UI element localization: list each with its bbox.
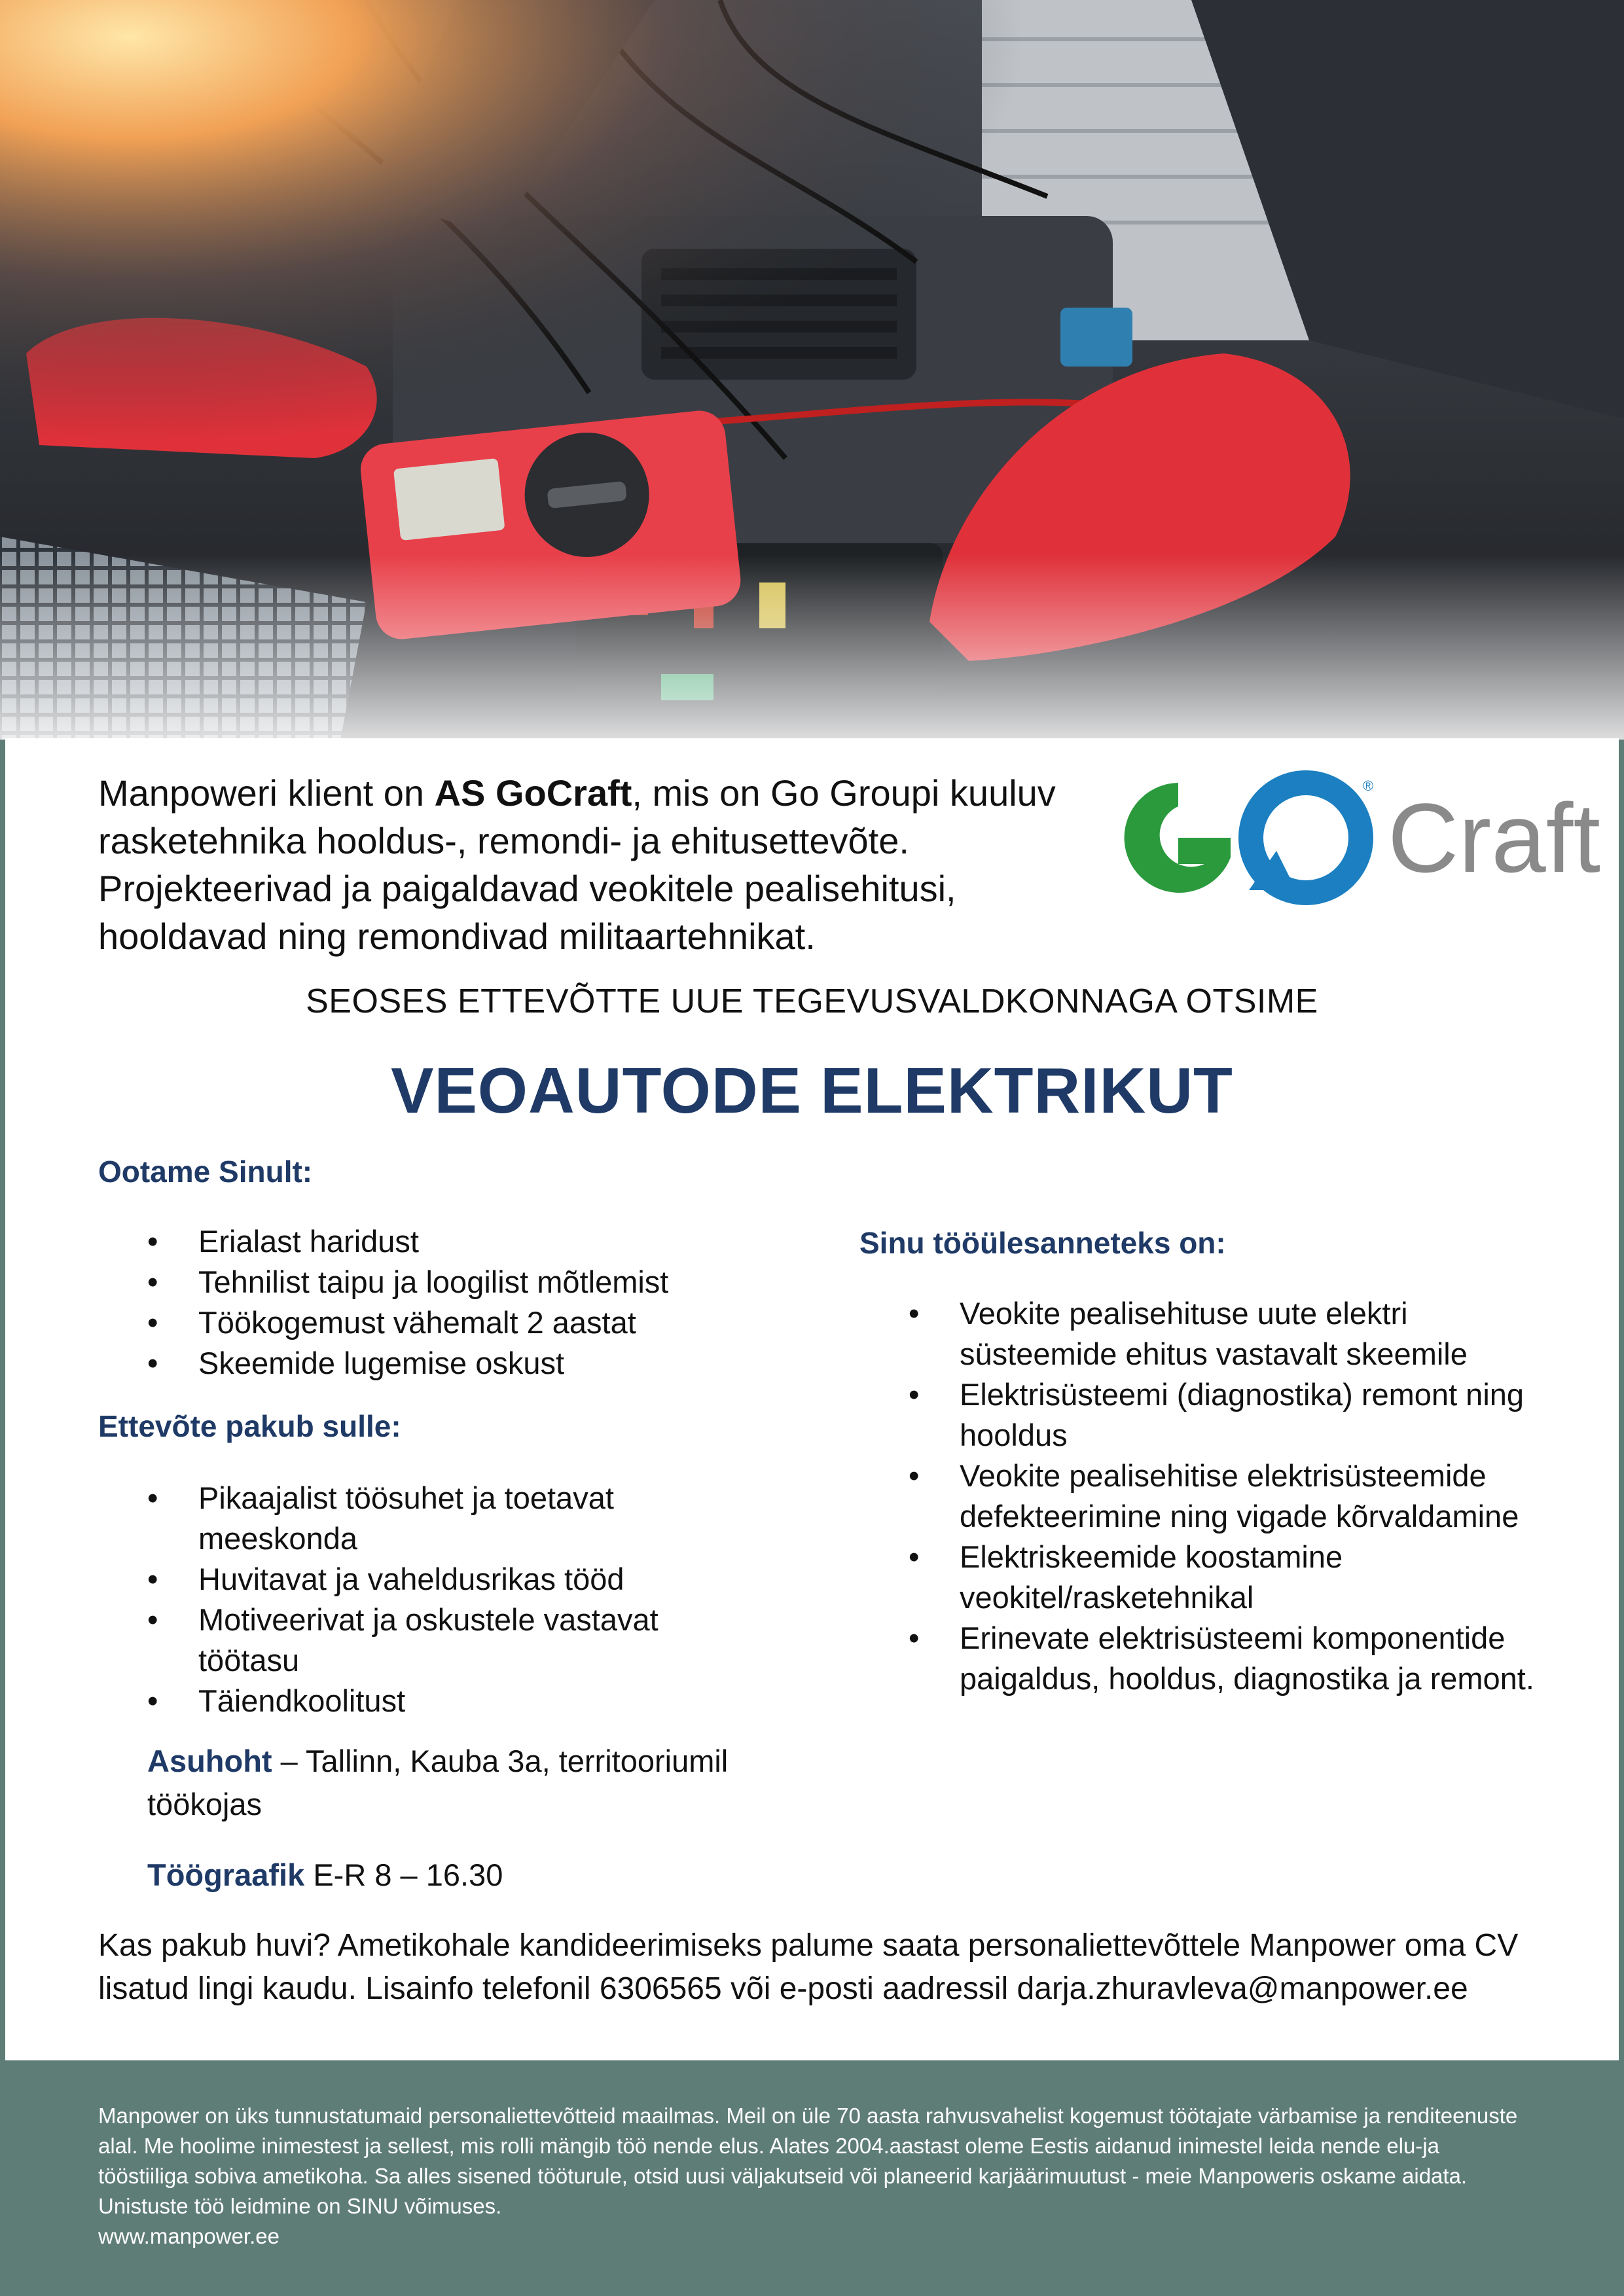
- mechanic-multimeter-illustration: [0, 0, 1624, 740]
- list-item: • Motiveerivat ja oskustele vastavat töötasu: [147, 1600, 749, 1681]
- intro-rest: , mis on Go Groupi kuuluv rasketehnika hooldus-, remondi- ja ehitusettevõte. Projekteerivad ja paigaldavad veokitele pealisehitusi, hooldavad ning remondivad militaartehnikat.: [98, 772, 1056, 957]
- logo-registered: ®: [1363, 778, 1374, 794]
- list-item: • Veokite pealisehituse uute elektri süsteemide ehitus vastavalt skeemile: [909, 1293, 1537, 1374]
- gocraft-logo-mark: [1080, 759, 1610, 916]
- intro-paragraph: [98, 769, 1093, 960]
- list-item: • Skeemide lugemise oskust: [147, 1343, 815, 1384]
- schedule-info: [147, 1854, 802, 1897]
- list-item: • Erinevate elektrisüsteemi komponentide paigaldus, hooldus, diagnostika ja remont.: [909, 1618, 1537, 1699]
- list-item: • Töökogemust vähemalt 2 aastat: [147, 1302, 815, 1343]
- schedule-value: E-R 8 – 16.30: [304, 1857, 503, 1892]
- logo-wordmark: Craft: [1388, 783, 1601, 893]
- gocraft-logo: [1080, 759, 1610, 916]
- headline-intro: SEOSES ETTEVÕTTE UUE TEGEVUSVALDKONNAGA OTSIME: [306, 982, 1318, 1020]
- list-item: • Veokite pealisehitise elektrisüsteemide defekteerimine ning vigade kõrvaldamine: [909, 1456, 1537, 1537]
- list-item: • Elektriskeemide koostamine veokitel/rasketehnikal: [909, 1537, 1537, 1618]
- offer-heading: Ettevõte pakub sulle:: [98, 1409, 401, 1443]
- location-info: [147, 1740, 802, 1826]
- company-name: AS GoCraft: [434, 772, 632, 814]
- offer-list: [147, 1478, 749, 1721]
- hero-photo: [0, 0, 1624, 740]
- list-item: • Elektrisüsteemi (diagnostika) remont ning hooldus: [909, 1374, 1537, 1456]
- list-item: • Tehnilist taipu ja loogilist mõtlemist: [147, 1262, 815, 1302]
- tasks-heading: Sinu tööülesanneteks on:: [859, 1226, 1226, 1260]
- list-item: • Pikaajalist töösuhet ja toetavat meeskonda: [147, 1478, 749, 1559]
- location-label: Asuhoht: [147, 1744, 272, 1778]
- requirements-heading: Ootame Sinult:: [98, 1155, 313, 1189]
- job-title: VEOAUTODE ELEKTRIKUT: [391, 1054, 1233, 1126]
- list-item: • Erialast haridust: [147, 1221, 815, 1262]
- requirements-list: [147, 1221, 815, 1384]
- footer-about: [98, 2101, 1525, 2251]
- tasks-list: [909, 1293, 1537, 1699]
- footer-paragraph: Manpower on üks tunnustatumaid personaliettevõtteid maailmas. Meil on üle 70 aasta rahvusvahelist kogemust töötajate värbamise ja renditeenuste alal. Me hoolime inimestest ja sellest, mis rolli mängib töö nende elus. Alates 2004.aastast oleme Eestis aidanud inimestel leida nende elu-ja tööstiiliga sobiva ametikoha. Sa alles sisened tööturule, otsid uusi väljakutseid või planeerid karjäärimuutust - meie Manpoweris oskame aidata. Unistuste töö leidmine on SINU võimuses.: [98, 2104, 1518, 2218]
- schedule-label: Töögraafik: [147, 1857, 305, 1892]
- list-item: • Täiendkoolitust: [147, 1681, 749, 1721]
- location-value: – Tallinn, Kauba 3a, territooriumil töökojas: [147, 1744, 729, 1821]
- footer-url[interactable]: www.manpower.ee: [98, 2224, 280, 2248]
- list-item: • Huvitavat ja vaheldusrikas tööd: [147, 1559, 749, 1600]
- intro-lead: Manpoweri klient on: [98, 772, 435, 814]
- application-info: Kas pakub huvi? Ametikohale kandideerimiseks palume saata personaliettevõttele Manpower oma CV lisatud lingi kaudu. Lisainfo telefonil 6306565 või e-posti aadressil darja.zhuravleva@manpower.ee: [98, 1928, 1519, 2006]
